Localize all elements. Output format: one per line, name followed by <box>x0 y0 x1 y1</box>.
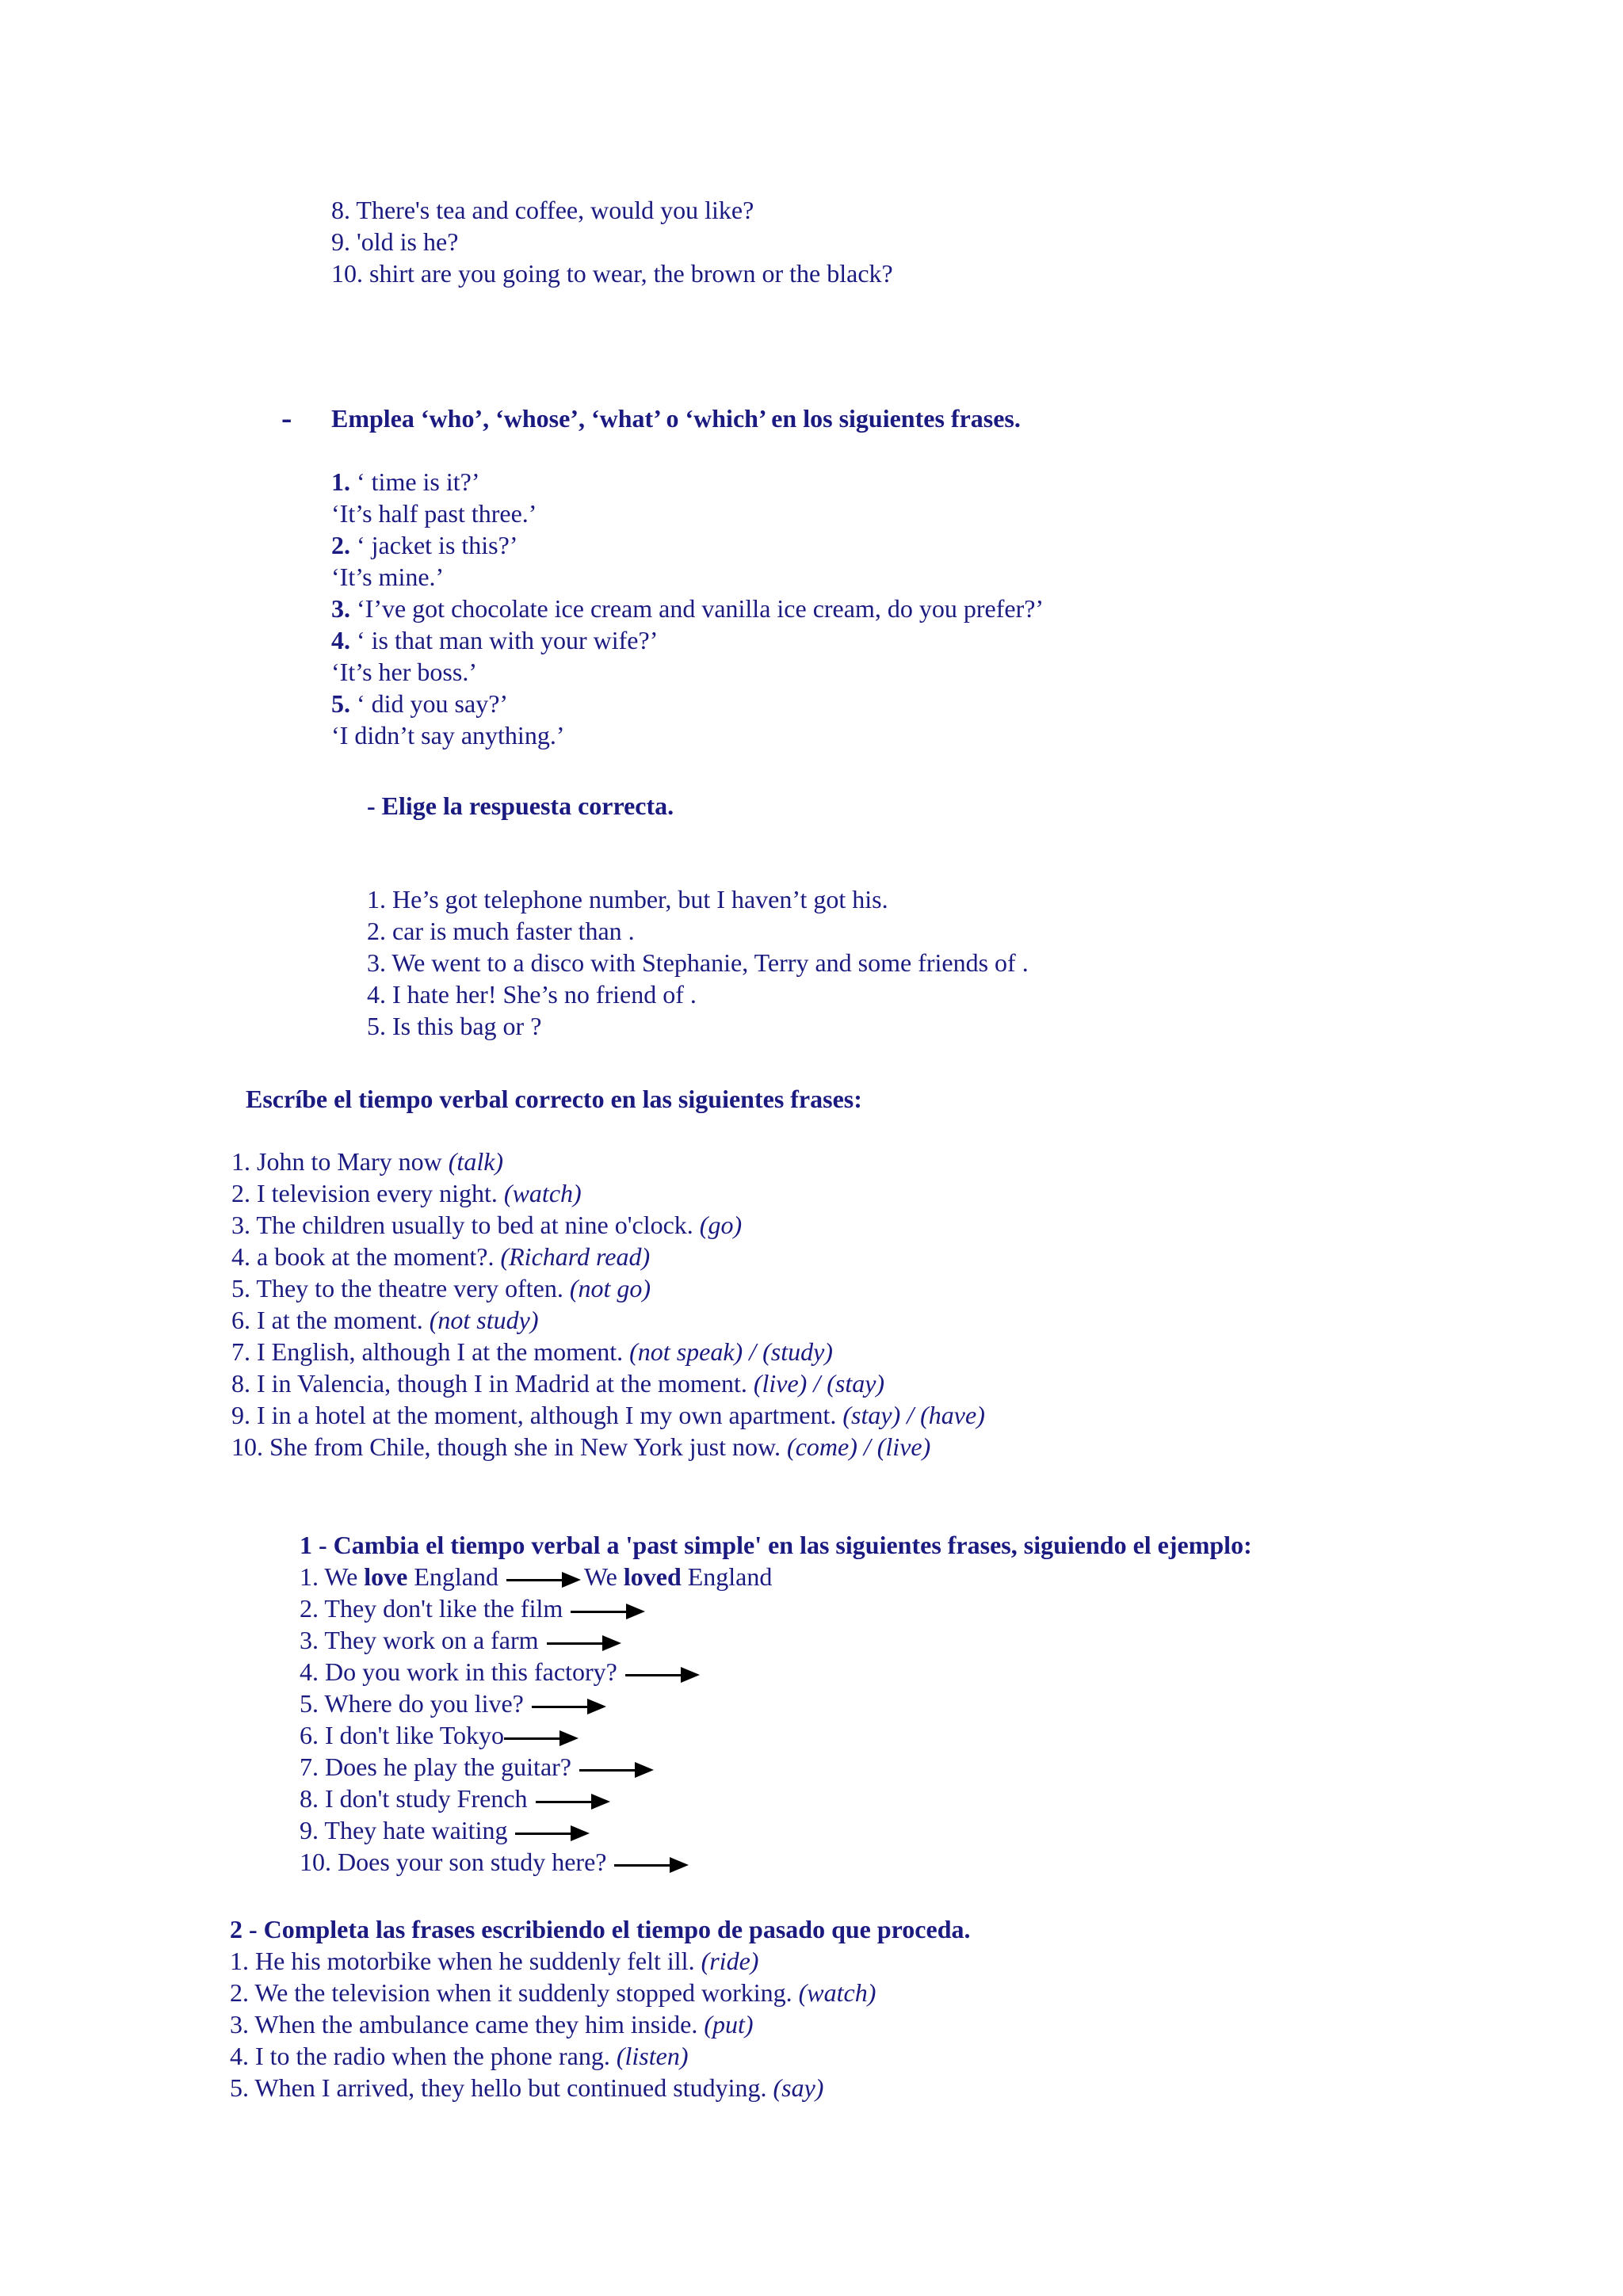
exercise-line: 8. I in Valencia, though I in Madrid at the moment. (live) / (stay) <box>231 1369 885 1398</box>
section-heading: Emplea ‘who’, ‘whose’, ‘what’ o ‘which’ en los siguientes frases. <box>331 404 1021 433</box>
exercise-line: 9. 'old is he? <box>331 227 459 256</box>
arrow-right-icon <box>536 1794 610 1810</box>
exercise-line: 10. shirt are you going to wear, the brown or the black? <box>331 259 893 288</box>
exercise-line: 4. Do you work in this factory? <box>300 1656 1252 1688</box>
section-heading: 2 - Completa las frases escribiendo el tiempo de pasado que proceda. <box>230 1915 971 1943</box>
section-completa <box>230 1913 970 2103</box>
exercise-line: 3. ‘I’ve got chocolate ice cream and vanilla ice cream, do you prefer?’ <box>331 594 1044 623</box>
exercise-line: 5. Is this bag or ? <box>367 1012 542 1040</box>
exercise-line: ‘It’s mine.’ <box>331 563 445 591</box>
exercise-line: ‘It’s half past three.’ <box>331 499 537 528</box>
arrow-right-icon <box>504 1730 579 1746</box>
arrow-right-icon <box>506 1572 581 1588</box>
exercise-line: ‘It’s her boss.’ <box>331 658 477 686</box>
exercise-line: 9. They hate waiting <box>300 1814 1252 1846</box>
exercise-line: 6. I don't like Tokyo <box>300 1719 1252 1751</box>
section-tiempo <box>246 1083 862 1115</box>
exercise-line: 2. I television every night. (watch) <box>231 1179 582 1207</box>
exercise-line: 2. car is much faster than . <box>367 917 635 945</box>
exercise-line: 1. John to Mary now (talk) <box>231 1147 504 1176</box>
exercise-line: 7. Does he play the guitar? <box>300 1751 1252 1783</box>
exercise-line: 4. I hate her! She’s no friend of . <box>367 980 697 1009</box>
section-elige <box>367 790 674 822</box>
exercise-line: 4. ‘ is that man with your wife?’ <box>331 626 659 654</box>
exercise-line: 3. We went to a disco with Stephanie, Terry and some friends of . <box>367 948 1029 977</box>
exercise-line: 5. Where do you live? <box>300 1688 1252 1719</box>
section-heading: - Elige la respuesta correcta. <box>367 791 674 820</box>
elige-items <box>367 883 1029 1042</box>
section-bullet: - <box>281 400 292 436</box>
exercise-line: 10. She from Chile, though she in New York just now. (come) / (live) <box>231 1432 931 1461</box>
section-past-simple <box>300 1529 1252 1878</box>
example-line: 1. We love England We loved England <box>300 1562 773 1591</box>
section-heading: Escríbe el tiempo verbal correcto en las siguientes frases: <box>246 1085 862 1113</box>
exercise-line: 1. ‘ time is it?’ <box>331 467 480 496</box>
exercise-line: 9. I in a hotel at the moment, although I my own apartment. (stay) / (have) <box>231 1401 985 1429</box>
arrow-right-icon <box>571 1604 645 1619</box>
exercise-line: 1. He’s got telephone number, but I haven’t got his. <box>367 885 888 913</box>
exercise-line: 4. a book at the moment?. (Richard read) <box>231 1242 651 1271</box>
exercise-line: 4. I to the radio when the phone rang. (listen) <box>230 2042 689 2070</box>
exercise-line: 2. They don't like the film <box>300 1592 1252 1624</box>
exercise-line: 7. I English, although I at the moment. (not speak) / (study) <box>231 1337 833 1366</box>
section-heading: 1 - Cambia el tiempo verbal a 'past simple' en las siguientes frases, siguiendo el ejemplo: <box>300 1531 1252 1559</box>
exercise-line: 3. When the ambulance came they him inside. (put) <box>230 2010 754 2039</box>
continued-exercise <box>331 194 893 289</box>
section-who <box>331 402 1044 751</box>
exercise-line: 8. I don't study French <box>300 1783 1252 1814</box>
arrow-right-icon <box>547 1635 621 1651</box>
arrow-right-icon <box>515 1825 590 1841</box>
exercise-line: 6. I at the moment. (not study) <box>231 1306 539 1334</box>
exercise-line: 3. They work on a farm <box>300 1624 1252 1656</box>
exercise-line: ‘I didn’t say anything.’ <box>331 721 565 749</box>
arrow-right-icon <box>579 1762 654 1778</box>
exercise-line: 3. The children usually to bed at nine o'clock. (go) <box>231 1211 743 1239</box>
exercise-line: 8. There's tea and coffee, would you like? <box>331 196 754 224</box>
exercise-line: 5. When I arrived, they hello but continued studying. (say) <box>230 2073 824 2102</box>
exercise-line: 10. Does your son study here? <box>300 1846 1252 1878</box>
exercise-line: 2. ‘ jacket is this?’ <box>331 531 518 559</box>
exercise-line: 5. ‘ did you say?’ <box>331 689 509 718</box>
exercise-line: 1. He his motorbike when he suddenly felt ill. (ride) <box>230 1947 759 1975</box>
arrow-right-icon <box>625 1667 700 1683</box>
tiempo-items <box>231 1146 985 1463</box>
arrow-right-icon <box>614 1857 689 1873</box>
arrow-right-icon <box>532 1699 606 1714</box>
exercise-line: 5. They to the theatre very often. (not go) <box>231 1274 651 1302</box>
exercise-line: 2. We the television when it suddenly stopped working. (watch) <box>230 1978 876 2007</box>
